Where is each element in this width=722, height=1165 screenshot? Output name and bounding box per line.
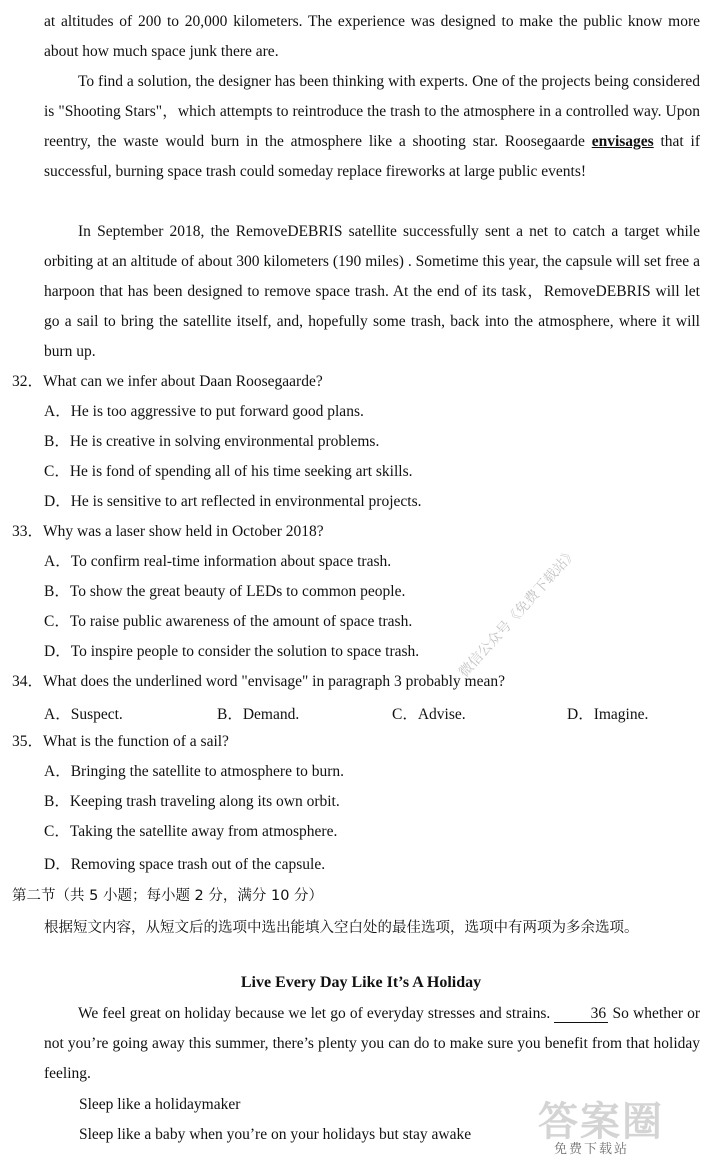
passage-paragraph-holiday [44, 999, 700, 1089]
para2-text-after: that if successful, burning space trash could someday replace fireworks at large public events! [44, 133, 700, 180]
question-35-stem: 35．What is the function of a sail? [12, 733, 229, 750]
passage-p1-after: So whether or not you’re going away this summer, there’s plenty you can do to make sure you benefit from that holiday feeling. [44, 1005, 701, 1082]
section-heading: 第二节（共 5 小题；每小题 2 分，满分 10 分） [12, 888, 324, 904]
passage-paragraph-continued: at altitudes of 200 to 20,000 kilometers. The experience was designed to make the public know more about how much space junk there are. [44, 13, 700, 60]
subheading-sleep: Sleep like a holidaymaker [79, 1096, 241, 1113]
question-32-option-b: B．He is creative in solving environmental problems. [44, 433, 380, 450]
diagonal-watermark: 微信公众号《免费下载站》 [456, 545, 581, 681]
para2-text-before: To find a solution, the designer has been thinking with experts. One of the projects being considered is "Shooting Stars"，which attempts to reintroduce the trash to the atmosphere in a controlled way. Upon reentry, the waste would burn in the atmosphere like a shooting star. Roosegaarde [44, 73, 700, 150]
question-32-stem: 32．What can we infer about Daan Roosegaarde? [12, 373, 323, 390]
question-35-option-c: C．Taking the satellite away from atmosphere. [44, 823, 338, 840]
logo-watermark-small-text: 免费下载站 [554, 1142, 630, 1157]
question-33-option-d: D．To inspire people to consider the solution to space trash. [44, 643, 420, 660]
section-instruction: 根据短文内容，从短文后的选项中选出能填入空白处的最佳选项，选项中有两项为多余选项。 [44, 920, 639, 936]
question-33-option-c: C．To raise public awareness of the amount of space trash. [44, 613, 413, 630]
question-33-stem: 33．Why was a laser show held in October 2018? [12, 523, 324, 540]
underlined-word-envisages: envisages [591, 133, 654, 150]
question-32-option-c: C．He is fond of spending all of his time seeking art skills. [44, 463, 413, 480]
blank-36: 36 [554, 1005, 608, 1023]
question-34-option-a: A．Suspect. [44, 706, 123, 723]
passage-p1-before: We feel great on holiday because we let go of everyday stresses and strains. [78, 1005, 551, 1022]
logo-watermark-text: 答案圈 [538, 1099, 664, 1145]
question-34-option-b: B．Demand. [217, 706, 300, 723]
passage-paragraph-shooting-stars [44, 67, 700, 187]
question-33-option-b: B．To show the great beauty of LEDs to common people. [44, 583, 406, 600]
question-32-option-a: A．He is too aggressive to put forward good plans. [44, 403, 364, 420]
question-34-option-d: D．Imagine. [567, 706, 649, 723]
question-35-option-d: D．Removing space trash out of the capsule. [44, 856, 326, 873]
question-35-option-a: A．Bringing the satellite to atmosphere to burn. [44, 763, 345, 780]
question-34-stem: 34．What does the underlined word "envisage" in paragraph 3 probably mean? [12, 673, 505, 690]
passage-paragraph-removedebris: In September 2018, the RemoveDEBRIS satellite successfully sent a net to catch a target while orbiting at an altitude of about 300 kilometers (190 miles) . Sometime this year, the capsule will set free a harpoon that has been designed to remove space trash. At the end of its task，RemoveDEBRIS will let go a sail to bring the satellite itself, and, hopefully some trash, back into the atmosphere, where it will burn up. [44, 223, 700, 360]
logo-watermark [538, 1090, 714, 1160]
question-34-option-c: C．Advise. [392, 706, 466, 723]
question-32-option-d: D．He is sensitive to art reflected in environmental projects. [44, 493, 422, 510]
question-33-option-a: A．To confirm real-time information about space trash. [44, 553, 392, 570]
passage-title: Live Every Day Like It’s A Holiday [240, 974, 482, 991]
question-35-option-b: B．Keeping trash traveling along its own orbit. [44, 793, 340, 810]
passage-last-line: Sleep like a baby when you’re on your holidays but stay awake [79, 1126, 472, 1143]
